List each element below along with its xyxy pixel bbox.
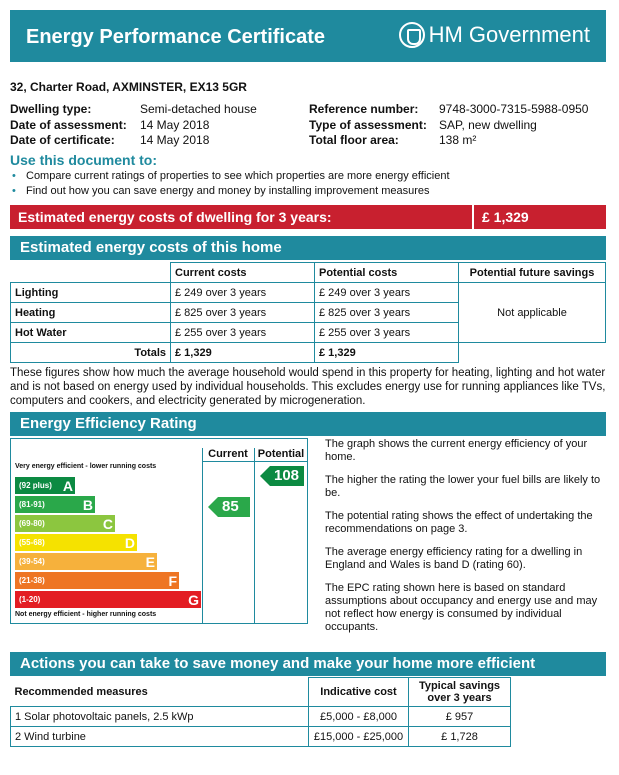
band-letter: B [82,497,93,513]
table-row [11,707,606,727]
savings-cell: £ 957 [409,707,511,727]
current-cell: £ 255 over 3 years [171,323,315,343]
costs-note: These figures show how much the average household would spend in this property for heating, lighting and hot water and is not based on energy used by individual households. This excludes energy use for running appliances like TVs, computers and cookers, and electricity generated by microgeneration. [10,367,606,407]
band-letter: F [168,573,177,589]
band-letter: G [188,592,199,608]
assessment-type-label: Type of assessment: [309,118,427,132]
empty-cell [459,343,606,363]
potential-cell: £ 249 over 3 years [315,283,459,303]
band-range: (39-54) [19,557,45,566]
band-b [15,496,95,513]
property-address: 32, Charter Road, AXMINSTER, EX13 5GR [10,80,247,94]
epc-header [10,10,606,62]
estimated-3yr-value: £ 1,329 [482,209,529,225]
table-header-row [11,678,606,707]
eer-explanation [325,438,607,644]
current-rating-arrow [208,497,250,517]
eer-paragraph: The EPC rating shown here is based on standard assumptions about occupancy and energy use and may not reflect how energy is consumed by individual occupants. [325,582,598,633]
band-letter: C [102,516,113,532]
use-list [10,170,450,200]
band-d [15,534,137,551]
row-label: Hot Water [11,323,171,343]
band-g [15,591,201,608]
current-cell: £ 249 over 3 years [171,283,315,303]
costs-table [10,262,606,363]
assessment-date-label: Date of assessment: [10,118,127,132]
col-potential-costs: Potential costs [315,263,459,283]
band-e [15,553,157,570]
dwelling-type-label: Dwelling type: [10,102,92,116]
gov-label: HM Government [428,22,590,47]
total-potential: £ 1,329 [315,343,459,363]
table-row [11,283,606,303]
band-f [15,572,179,589]
eer-paragraph: The potential rating shows the effect of undertaking the recommendations on page 3. [325,510,593,535]
dwelling-type-value: Semi-detached house [140,102,257,116]
col-potential: Potential [257,448,305,460]
col-savings: Typical savings over 3 years [409,678,511,707]
eer-paragraph: The graph shows the current energy efficiency of your home. [325,438,588,463]
eer-top-label: Very energy efficient - lower running costs [15,463,157,470]
actions-table [10,677,606,747]
estimated-3yr-bar [10,205,606,229]
table-header-row [11,263,606,283]
royal-crest-icon [399,22,425,48]
eer-paragraph: The higher the rating the lower your fuel bills are likely to be. [325,474,601,499]
measure-cell: 1 Solar photovoltaic panels, 2.5 kWp [11,707,309,727]
band-letter: D [124,535,135,551]
totals-row [11,343,606,363]
col-current: Current [208,448,248,460]
band-range: (92 plus) [19,481,52,490]
empty-header [11,263,171,283]
estimated-3yr-label: Estimated energy costs of dwelling for 3 years: [18,209,332,225]
band-letter: A [62,478,73,494]
band-range: (81-91) [19,500,45,509]
potential-rating-arrow [260,466,304,486]
eer-title: Energy Efficiency Rating [10,412,606,436]
totals-label: Totals [11,343,171,363]
band-range: (55-68) [19,538,45,547]
band-a [15,477,75,494]
measure-cell: 2 Wind turbine [11,727,309,747]
divider [254,448,255,624]
reference-value: 9748-3000-7315-5988-0950 [439,102,589,116]
empty-cell [511,727,606,747]
col-cost: Indicative cost [309,678,409,707]
assessment-date-value: 14 May 2018 [140,118,210,132]
right-details [309,102,588,147]
use-item: • Compare current ratings of properties to see which properties are more energy efficient [10,170,450,182]
reference-label: Reference number: [309,102,419,116]
savings-cell: Not applicable [459,283,606,343]
total-current: £ 1,329 [171,343,315,363]
empty-header [511,678,606,707]
page-title: Energy Performance Certificate [26,26,326,48]
divider [202,461,308,462]
band-range: (21-38) [19,576,45,585]
actions-title: Actions you can take to save money and make your home more efficient [10,652,606,676]
divider [472,205,474,229]
floor-area-label: Total floor area: [309,133,399,147]
certificate-date-label: Date of certificate: [10,133,115,147]
use-item: • Find out how you can save energy and money by installing improvement measures [10,185,450,197]
certificate-date-value: 14 May 2018 [140,133,210,147]
col-measures: Recommended measures [11,678,309,707]
eer-paragraph: The average energy efficiency rating for a dwelling in England and Wales is band D (rating 60). [325,546,583,571]
left-details [10,102,257,147]
potential-cell: £ 825 over 3 years [315,303,459,323]
current-cell: £ 825 over 3 years [171,303,315,323]
band-range: (1-20) [19,595,41,604]
potential-rating: 108 [270,466,304,486]
arrow-tip [260,466,270,486]
eer-bottom-label: Not energy efficient - higher running costs [15,611,157,618]
col-future-savings: Potential future savings [459,263,606,283]
assessment-type-value: SAP, new dwelling [439,118,537,132]
table-row [11,727,606,747]
empty-cell [511,707,606,727]
row-label: Heating [11,303,171,323]
col-current-costs: Current costs [171,263,315,283]
band-range: (69-80) [19,519,45,528]
cost-cell: £5,000 - £8,000 [309,707,409,727]
band-letter: E [145,554,155,570]
potential-cell: £ 255 over 3 years [315,323,459,343]
current-rating: 85 [218,497,250,517]
band-c [15,515,115,532]
floor-area-value: 138 m² [439,133,477,147]
arrow-tip [208,497,218,517]
costs-title: Estimated energy costs of this home [10,236,606,260]
hm-government-logo [399,22,590,48]
cost-cell: £15,000 - £25,000 [309,727,409,747]
row-label: Lighting [11,283,171,303]
use-title: Use this document to: [10,152,158,168]
savings-cell: £ 1,728 [409,727,511,747]
divider [202,448,203,624]
